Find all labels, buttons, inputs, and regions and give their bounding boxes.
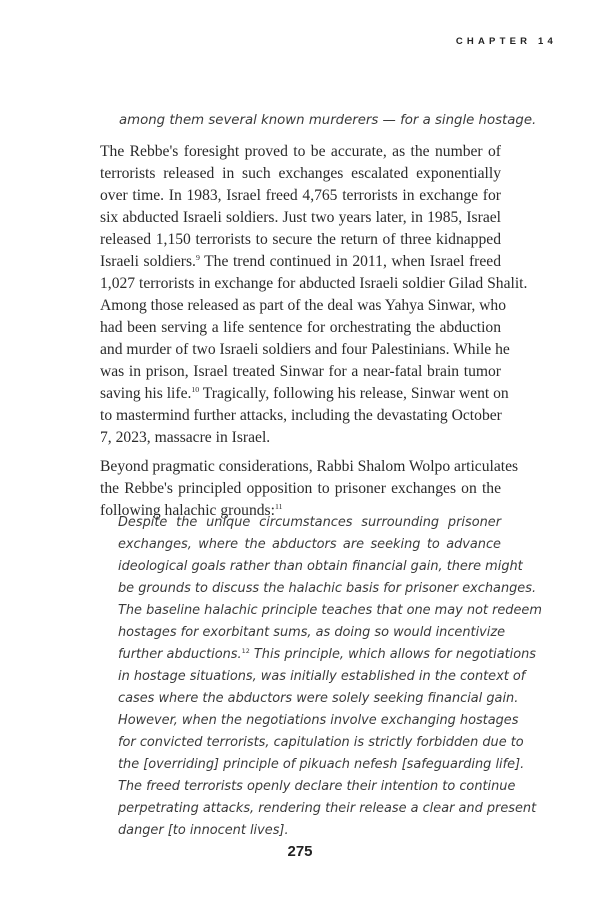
paragraph-line — [100, 251, 501, 273]
paragraph-line: Among those released as part of the deal was Yahya Sinwar, who — [100, 297, 507, 314]
quote-line: for convicted terrorists, capitulation is strictly forbidden due to — [118, 735, 524, 750]
quote-line: However, when the negotiations involve exchanging hostages — [118, 713, 519, 728]
paragraph-line: Beyond pragmatic considerations, Rabbi Shalom Wolpo articulates — [100, 458, 519, 475]
paragraph-line: over time. In 1983, Israel freed 4,765 terrorists in exchange for — [100, 187, 501, 204]
paragraph-line: 1,027 terrorists in exchange for abducted Israeli soldier Gilad Shalit. — [100, 275, 528, 292]
quote-line: perpetrating attacks, rendering their release a clear and present — [118, 801, 537, 816]
quote-line: in hostage situations, was initially established in the context of — [118, 669, 526, 684]
footnote-ref-11[interactable]: 11 — [274, 502, 283, 512]
paragraph-line: The Rebbe's foresight proved to be accurate, as the number of — [100, 143, 501, 160]
paragraph-line: 7, 2023, massacre in Israel. — [100, 429, 271, 446]
quote-line: the [overriding] principle of pikuach nefesh [safeguarding life]. — [118, 757, 525, 772]
paragraph-text: saving his life. — [100, 385, 192, 402]
footnote-ref-9[interactable]: 9 — [195, 253, 200, 263]
quote-line: danger [to innocent lives]. — [118, 823, 289, 838]
quote-line: Despite the unique circumstances surrounding prisoner — [118, 515, 501, 530]
running-head-chapter: CHAPTER 14 — [455, 36, 557, 47]
paragraph-line: six abducted Israeli soldiers. Just two years later, in 1985, Israel — [100, 209, 501, 226]
page-number: 275 — [287, 843, 313, 860]
quote-text: further abductions. — [118, 647, 242, 662]
paragraph-line: released 1,150 terrorists to secure the return of three kidnapped — [100, 231, 501, 248]
quote-line: The baseline halachic principle teaches that one may not redeem — [118, 603, 542, 618]
quote-line: ideological goals rather than obtain financial gain, there might — [118, 559, 523, 574]
paragraph-text: Tragically, following his release, Sinwar went on — [199, 385, 509, 402]
quote-line: hostages for exorbitant sums, as doing so would incentivize — [118, 625, 506, 640]
lead-in-italic-line: among them several known murderers — for a single hostage. — [119, 113, 537, 128]
quote-line: The freed terrorists openly declare their intention to continue — [118, 779, 516, 794]
footnote-ref-12[interactable]: 12 — [241, 647, 250, 656]
quote-line: cases where the abductors were solely seeking financial gain. — [118, 691, 519, 706]
paragraph-text: The trend continued in 2011, when Israel freed — [199, 253, 501, 270]
paragraph-line: had been serving a life sentence for orchestrating the abduction — [100, 319, 501, 336]
paragraph-line: and murder of two Israeli soldiers and four Palestinians. While he — [100, 341, 510, 358]
quote-line: be grounds to discuss the halachic basis for prisoner exchanges. — [118, 581, 537, 596]
paragraph-text: following halachic grounds: — [100, 502, 275, 519]
paragraph-line — [100, 383, 509, 405]
paragraph-line: terrorists released in such exchanges escalated exponentially — [100, 165, 501, 182]
paragraph-text: Israeli soldiers. — [100, 253, 196, 270]
quote-line: exchanges, where the abductors are seeking to advance — [118, 537, 501, 552]
footnote-ref-10[interactable]: 10 — [191, 385, 200, 395]
paragraph-line: was in prison, Israel treated Sinwar for a near-fatal brain tumor — [100, 363, 501, 380]
paragraph-line: the Rebbe's principled opposition to prisoner exchanges on the — [100, 480, 501, 497]
paragraph-line: to mastermind further attacks, including the devastating October — [100, 407, 502, 424]
quote-text: This principle, which allows for negotiations — [249, 647, 537, 662]
quote-line — [118, 644, 537, 666]
